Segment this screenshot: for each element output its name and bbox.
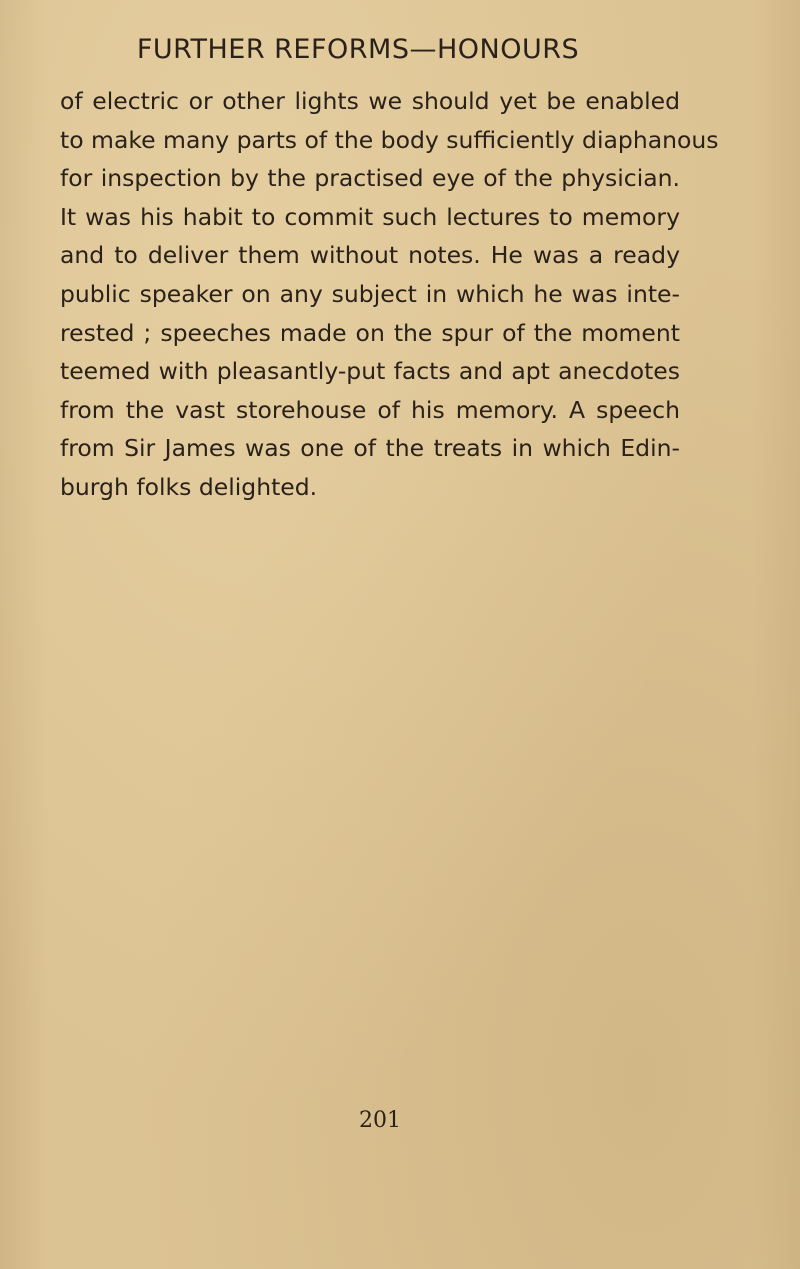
text-line: for inspection by the practised eye of the physician. xyxy=(60,164,680,193)
body-paragraph xyxy=(60,82,719,507)
text-line-final: burgh folks delighted. xyxy=(60,472,318,501)
page-number: 201 xyxy=(359,1108,401,1133)
running-head: FURTHER REFORMS—HONOURS xyxy=(136,34,580,65)
text-line: It was his habit to commit such lectures to memory xyxy=(60,202,680,231)
text-line: rested ; speeches made on the spur of the moment xyxy=(60,318,680,347)
text-line: of electric or other lights we should yet be enabled xyxy=(60,87,680,115)
text-line: to make many parts of the body sufficiently diaphanous xyxy=(60,125,719,154)
text-line: public speaker on any subject in which he was inte- xyxy=(60,279,680,308)
text-line: from the vast storehouse of his memory. A speech xyxy=(60,395,680,424)
text-line: teemed with pleasantly-put facts and apt anecdotes xyxy=(60,357,680,386)
text-line: from Sir James was one of the treats in which Edin- xyxy=(60,434,680,463)
text-line: and to deliver them without notes. He was a ready xyxy=(60,241,680,270)
